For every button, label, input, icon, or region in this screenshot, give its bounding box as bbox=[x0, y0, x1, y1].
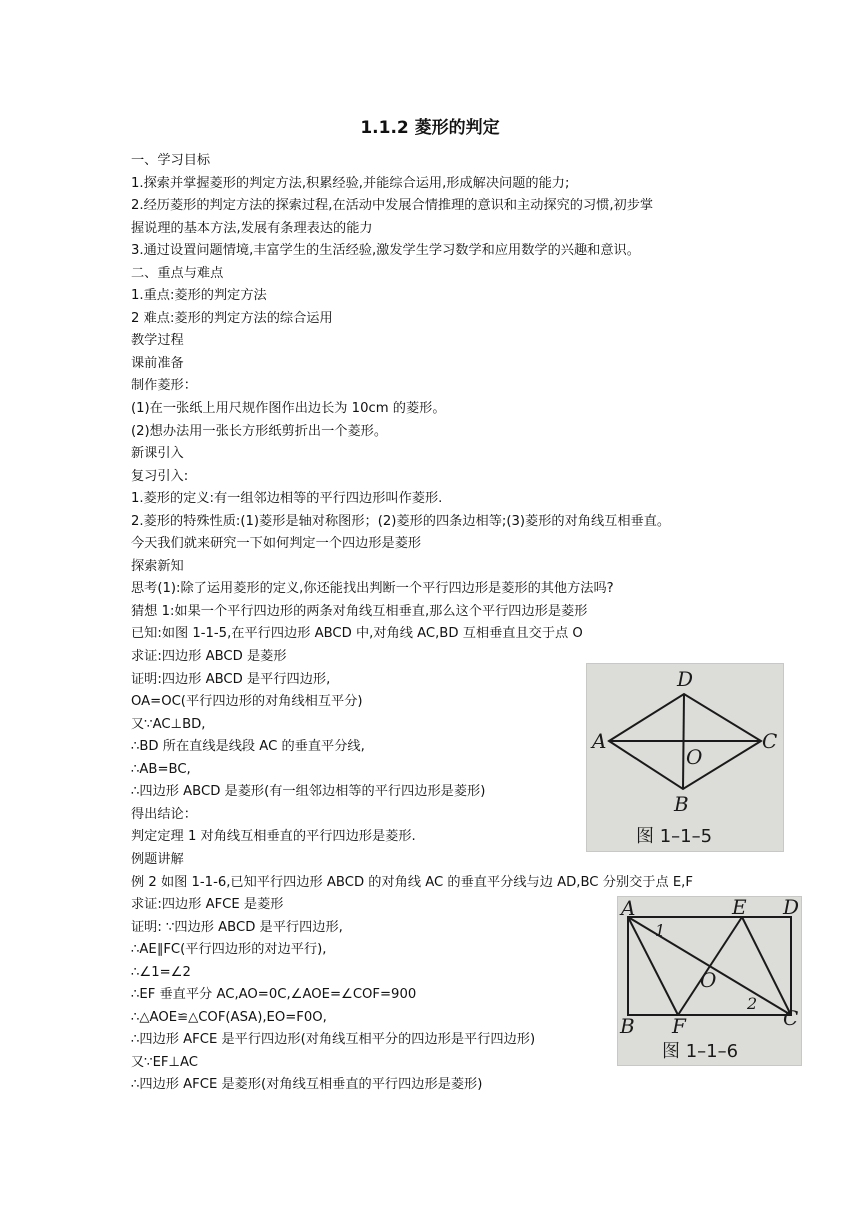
label-C: C bbox=[783, 1006, 799, 1030]
label-F: F bbox=[672, 1014, 686, 1038]
text-line: 已知:如图 1-1-5,在平行四边形 ABCD 中,对角线 AC,BD 互相垂直且交于点 O bbox=[131, 626, 583, 642]
figure-parallelogram bbox=[617, 896, 802, 1066]
text-line: OA=OC(平行四边形的对角线相互平分) bbox=[131, 694, 363, 710]
text-line: 1.菱形的定义:有一组邻边相等的平行四边形叫作菱形. bbox=[131, 491, 443, 507]
text-line: ∴四边形 ABCD 是菱形(有一组邻边相等的平行四边形是菱形) bbox=[131, 784, 486, 800]
text-line: ∴∠1=∠2 bbox=[131, 964, 191, 980]
text-line: 求证:四边形 AFCE 是菱形 bbox=[131, 897, 284, 913]
text-line: 握说理的基本方法,发展有条理表达的能力 bbox=[131, 220, 373, 236]
text-line: 又∵EF⊥AC bbox=[131, 1054, 198, 1070]
figure-caption: 图 1–1–6 bbox=[662, 1041, 739, 1062]
text-line: 又∵AC⊥BD, bbox=[131, 716, 206, 732]
text-line: (1)在一张纸上用尺规作图作出边长为 10cm 的菱形。 bbox=[131, 401, 446, 417]
text-line: ∴AE∥FC(平行四边形的对边平行), bbox=[131, 942, 327, 958]
text-line: 例 2 如图 1-1-6,已知平行四边形 ABCD 的对角线 AC 的垂直平分线与边 AD,BC 分别交于点 E,F bbox=[131, 874, 693, 890]
text-line: 判定定理 1 对角线互相垂直的平行四边形是菱形. bbox=[131, 829, 416, 845]
text-line: 1.重点:菱形的判定方法 bbox=[131, 288, 267, 304]
text-line: 制作菱形： bbox=[131, 378, 197, 394]
text-line: 证明:四边形 ABCD 是平行四边形, bbox=[131, 671, 331, 687]
text-line: 3.通过设置问题情境,丰富学生的生活经验,激发学生学习数学和应用数学的兴趣和意识。 bbox=[131, 243, 640, 259]
label-D: D bbox=[783, 897, 800, 919]
text-line: ∴四边形 AFCE 是平行四边形(对角线互相平分的四边形是平行四边形) bbox=[131, 1032, 536, 1048]
text-line: 2.经历菱形的判定方法的探索过程,在活动中发展合情推理的意识和主动探究的习惯,初步掌 bbox=[131, 198, 654, 214]
text-line: 2.菱形的特殊性质:(1)菱形是轴对称图形；(2)菱形的四条边相等;(3)菱形的对角线互相垂直。 bbox=[131, 513, 671, 529]
text-line: 思考(1):除了运用菱形的定义,你还能找出判断一个平行四边形是菱形的其他方法吗? bbox=[131, 581, 614, 597]
text-line: ∴四边形 AFCE 是菱形(对角线互相垂直的平行四边形是菱形) bbox=[131, 1077, 483, 1093]
text-line: 新课引入 bbox=[131, 446, 184, 462]
angle-1-label: 1 bbox=[655, 921, 666, 940]
label-C: C bbox=[762, 729, 778, 753]
text-line: 课前准备 bbox=[131, 355, 184, 371]
label-A: A bbox=[621, 897, 636, 920]
text-line: 教学过程 bbox=[131, 333, 184, 349]
text-line: 2 难点:菱形的判定方法的综合运用 bbox=[131, 310, 333, 326]
angle-2-label: 2 bbox=[747, 994, 758, 1013]
text-line: 今天我们就来研究一下如何判定一个四边形是菱形 bbox=[131, 536, 422, 552]
page-title: 1.1.2 菱形的判定 bbox=[360, 118, 500, 138]
figure-rhombus bbox=[586, 663, 784, 852]
text-line: ∴EF 垂直平分 AC,AO=0C,∠AOE=∠COF=900 bbox=[131, 987, 417, 1003]
label-O: O bbox=[686, 745, 703, 769]
text-line: 求证:四边形 ABCD 是菱形 bbox=[131, 649, 287, 665]
text-line: 证明: ∵四边形 ABCD 是平行四边形, bbox=[131, 919, 343, 935]
text-line: 例题讲解 bbox=[131, 851, 184, 867]
figure-caption: 图 1–1–5 bbox=[636, 826, 713, 847]
text-line: ∴AB=BC, bbox=[131, 761, 191, 777]
label-E: E bbox=[732, 897, 747, 919]
label-A: A bbox=[592, 729, 607, 753]
label-B: B bbox=[674, 792, 689, 816]
text-line: 1.探索并掌握菱形的判定方法,积累经验,并能综合运用,形成解决问题的能力; bbox=[131, 175, 570, 191]
text-line: ∴BD 所在直线是线段 AC 的垂直平分线, bbox=[131, 739, 365, 755]
label-O: O bbox=[700, 968, 717, 992]
text-line: ∴△AOE≌△COF(ASA),EO=F0O, bbox=[131, 1009, 327, 1025]
label-B: B bbox=[620, 1014, 635, 1038]
text-line: 得出结论： bbox=[131, 806, 197, 822]
text-line: (2)想办法用一张长方形纸剪折出一个菱形。 bbox=[131, 423, 388, 439]
text-line: 二、重点与难点 bbox=[131, 265, 224, 281]
text-line: 一、学习目标 bbox=[131, 153, 211, 168]
text-line: 复习引入: bbox=[131, 468, 189, 484]
text-line: 猜想 1:如果一个平行四边形的两条对角线互相垂直,那么这个平行四边形是菱形 bbox=[131, 603, 588, 619]
text-line: 探索新知 bbox=[131, 558, 184, 574]
label-D: D bbox=[677, 667, 694, 691]
